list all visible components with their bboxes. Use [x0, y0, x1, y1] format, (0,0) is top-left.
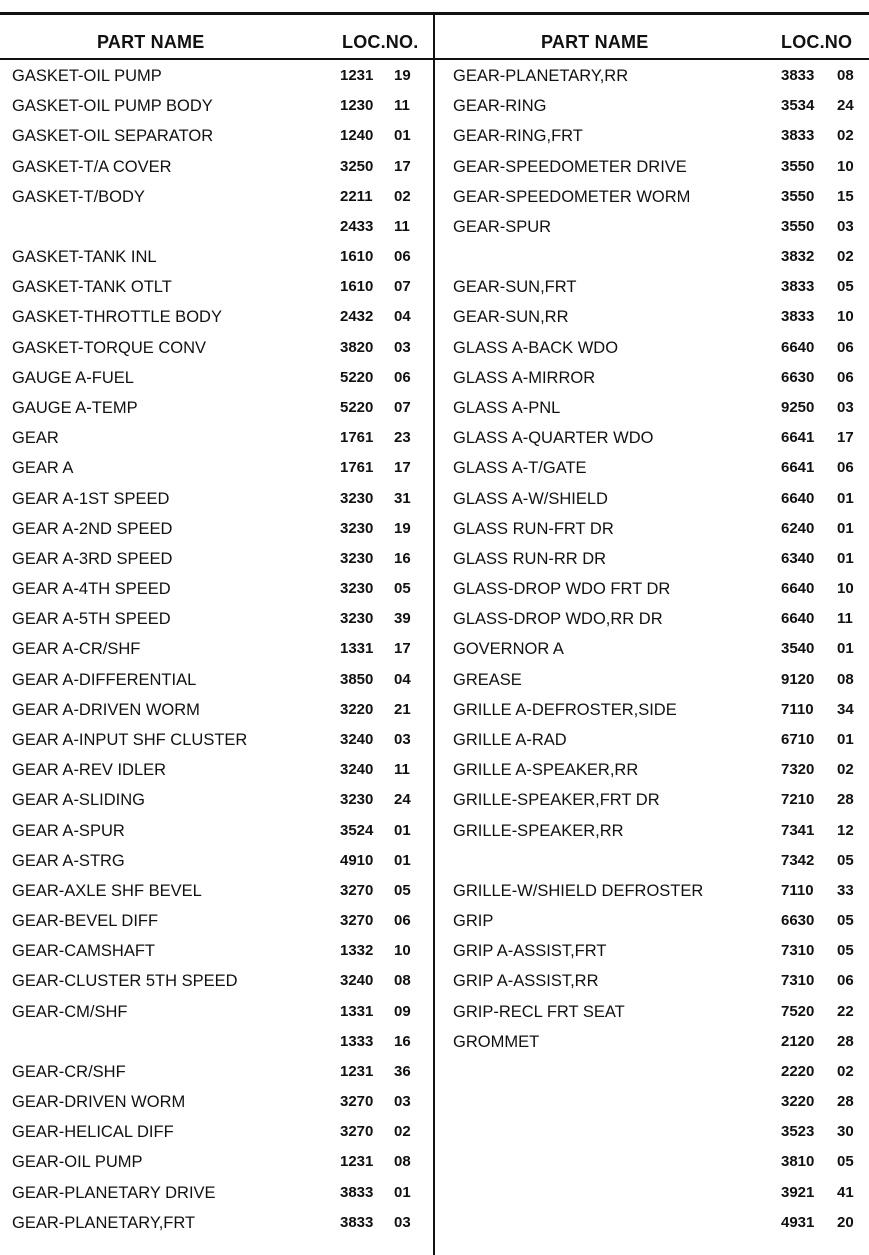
part-name: GEAR-DRIVEN WORM — [12, 1093, 186, 1111]
loc-number: 2211 — [340, 188, 373, 205]
loc-number: 9250 — [781, 399, 815, 416]
part-name: GEAR A-DRIVEN WORM — [12, 701, 200, 719]
loc-number: 3270 — [340, 912, 374, 929]
loc-suffix: 17 — [394, 158, 411, 175]
loc-number: 6710 — [781, 731, 815, 748]
loc-number: 3534 — [781, 97, 815, 114]
part-name: GASKET-TANK INL — [12, 248, 157, 266]
loc-number: 7310 — [781, 942, 815, 959]
loc-number: 3810 — [781, 1153, 815, 1170]
loc-suffix: 01 — [837, 490, 854, 507]
loc-suffix: 28 — [837, 1093, 854, 1110]
loc-number: 3833 — [781, 67, 815, 84]
loc-suffix: 16 — [394, 550, 411, 567]
loc-number: 3833 — [781, 278, 815, 295]
loc-suffix: 15 — [837, 188, 854, 205]
loc-number: 3270 — [340, 1123, 374, 1140]
loc-suffix: 28 — [837, 791, 854, 808]
part-name: GEAR-SUN,FRT — [453, 278, 577, 296]
loc-suffix: 02 — [394, 1123, 411, 1140]
loc-suffix: 24 — [394, 791, 411, 808]
part-name: GRILLE A-SPEAKER,RR — [453, 761, 639, 779]
loc-number: 6641 — [781, 459, 815, 476]
loc-suffix: 02 — [837, 248, 854, 265]
loc-suffix: 02 — [837, 127, 854, 144]
part-name: GEAR A-STRG — [12, 852, 125, 870]
loc-suffix: 01 — [837, 520, 854, 537]
part-name: GEAR-BEVEL DIFF — [12, 912, 159, 930]
loc-number: 1231 — [340, 67, 374, 84]
part-name: GEAR A-REV IDLER — [12, 761, 167, 779]
loc-number: 7110 — [781, 701, 814, 718]
loc-number: 6640 — [781, 339, 815, 356]
loc-number: 3820 — [340, 339, 374, 356]
part-name: GEAR-SUN,RR — [453, 308, 569, 326]
part-name: GASKET-TORQUE CONV — [12, 339, 207, 357]
part-name: GEAR-CR/SHF — [12, 1063, 126, 1081]
loc-number: 1331 — [340, 1003, 374, 1020]
part-name: GEAR A-5TH SPEED — [12, 610, 171, 628]
part-name: GRIP — [453, 912, 494, 930]
part-name: GEAR-SPEEDOMETER WORM — [453, 188, 691, 206]
loc-suffix: 05 — [394, 882, 411, 899]
loc-suffix: 17 — [394, 640, 411, 657]
part-name: GLASS A-W/SHIELD — [453, 490, 608, 508]
loc-number: 3832 — [781, 248, 815, 265]
part-name: GOVERNOR A — [453, 640, 564, 658]
loc-number: 3523 — [781, 1123, 815, 1140]
part-name: GLASS A-T/GATE — [453, 459, 587, 477]
loc-number: 4910 — [340, 852, 374, 869]
loc-suffix: 01 — [394, 822, 411, 839]
part-name: GEAR — [12, 429, 59, 447]
loc-number: 3850 — [340, 671, 374, 688]
loc-suffix: 06 — [394, 912, 411, 929]
loc-number: 3230 — [340, 610, 374, 627]
part-name: GLASS RUN-RR DR — [453, 550, 607, 568]
loc-suffix: 03 — [394, 339, 411, 356]
loc-suffix: 23 — [394, 429, 411, 446]
loc-number: 3833 — [781, 308, 815, 325]
loc-suffix: 34 — [837, 701, 854, 718]
loc-number: 6640 — [781, 610, 815, 627]
loc-suffix: 17 — [394, 459, 411, 476]
loc-suffix: 31 — [394, 490, 411, 507]
loc-suffix: 21 — [394, 701, 411, 718]
part-name: GEAR A-3RD SPEED — [12, 550, 173, 568]
loc-suffix: 05 — [837, 1153, 854, 1170]
loc-number: 3250 — [340, 158, 374, 175]
loc-number: 3524 — [340, 822, 374, 839]
loc-suffix: 08 — [394, 972, 411, 989]
part-name: GRILLE-SPEAKER,RR — [453, 822, 624, 840]
part-name: GROMMET — [453, 1033, 540, 1051]
loc-number: 3833 — [340, 1214, 374, 1231]
part-name: GEAR A-1ST SPEED — [12, 490, 170, 508]
part-name: GLASS-DROP WDO,RR DR — [453, 610, 663, 628]
loc-number: 1231 — [340, 1063, 374, 1080]
part-name: GRILLE-SPEAKER,FRT DR — [453, 791, 660, 809]
left-loc-no-header: LOC.NO. — [342, 32, 419, 52]
loc-suffix: 28 — [837, 1033, 854, 1050]
loc-suffix: 06 — [837, 339, 854, 356]
part-name: GAUGE A-TEMP — [12, 399, 138, 417]
loc-number: 3220 — [340, 701, 374, 718]
right-part-name-header: PART NAME — [541, 32, 649, 52]
loc-suffix: 02 — [837, 1063, 854, 1080]
loc-suffix: 07 — [394, 278, 411, 295]
part-name: GEAR A-DIFFERENTIAL — [12, 671, 197, 689]
loc-suffix: 06 — [394, 248, 411, 265]
part-name: GLASS-DROP WDO FRT DR — [453, 580, 671, 598]
part-name: GASKET-TANK OTLT — [12, 278, 172, 296]
loc-number: 3833 — [340, 1184, 374, 1201]
loc-suffix: 05 — [837, 942, 854, 959]
loc-number: 3550 — [781, 218, 815, 235]
loc-number: 1240 — [340, 127, 374, 144]
loc-suffix: 02 — [837, 761, 854, 778]
loc-suffix: 06 — [837, 972, 854, 989]
loc-suffix: 30 — [837, 1123, 854, 1140]
loc-suffix: 01 — [394, 852, 411, 869]
loc-number: 3240 — [340, 761, 374, 778]
loc-number: 4931 — [781, 1214, 815, 1231]
loc-number: 3270 — [340, 882, 374, 899]
loc-suffix: 03 — [394, 1093, 411, 1110]
loc-suffix: 01 — [837, 640, 854, 657]
loc-suffix: 05 — [837, 912, 854, 929]
loc-suffix: 33 — [837, 882, 854, 899]
loc-suffix: 19 — [394, 520, 411, 537]
part-name: GAUGE A-FUEL — [12, 369, 134, 387]
part-name: GEAR-OIL PUMP — [12, 1153, 143, 1171]
loc-suffix: 04 — [394, 308, 411, 325]
loc-suffix: 05 — [837, 852, 854, 869]
loc-suffix: 07 — [394, 399, 411, 416]
part-name: GLASS A-BACK WDO — [453, 339, 619, 357]
part-name: GEAR A-SPUR — [12, 822, 125, 840]
loc-suffix: 09 — [394, 1003, 411, 1020]
loc-suffix: 01 — [394, 127, 411, 144]
loc-number: 7110 — [781, 882, 814, 899]
loc-suffix: 01 — [837, 731, 854, 748]
loc-number: 6240 — [781, 520, 815, 537]
part-name: GEAR A-SLIDING — [12, 791, 145, 809]
loc-number: 3230 — [340, 520, 374, 537]
part-name: GEAR A-4TH SPEED — [12, 580, 171, 598]
loc-suffix: 24 — [837, 97, 854, 114]
loc-suffix: 10 — [394, 942, 411, 959]
loc-number: 3240 — [340, 972, 374, 989]
loc-number: 1761 — [340, 459, 374, 476]
part-name: GEAR A-2ND SPEED — [12, 520, 173, 538]
part-name: GASKET-OIL PUMP — [12, 67, 162, 85]
loc-suffix: 20 — [837, 1214, 854, 1231]
loc-number: 1231 — [340, 1153, 374, 1170]
loc-number: 6641 — [781, 429, 815, 446]
loc-suffix: 06 — [837, 459, 854, 476]
loc-suffix: 03 — [837, 218, 854, 235]
part-name: GEAR-CLUSTER 5TH SPEED — [12, 972, 238, 990]
part-name: GEAR-SPUR — [453, 218, 552, 236]
loc-number: 7341 — [781, 822, 815, 839]
loc-number: 7210 — [781, 791, 815, 808]
loc-number: 1332 — [340, 942, 374, 959]
loc-number: 7520 — [781, 1003, 815, 1020]
loc-suffix: 06 — [394, 369, 411, 386]
part-name: GEAR-RING — [453, 97, 547, 115]
loc-number: 1610 — [340, 278, 374, 295]
loc-number: 9120 — [781, 671, 815, 688]
loc-suffix: 16 — [394, 1033, 411, 1050]
loc-number: 7320 — [781, 761, 815, 778]
loc-number: 6340 — [781, 550, 815, 567]
loc-number: 5220 — [340, 369, 374, 386]
loc-suffix: 05 — [837, 278, 854, 295]
loc-suffix: 12 — [837, 822, 854, 839]
loc-number: 6640 — [781, 580, 815, 597]
part-name: GLASS A-PNL — [453, 399, 561, 417]
loc-number: 1333 — [340, 1033, 374, 1050]
loc-suffix: 10 — [837, 308, 854, 325]
loc-number: 2433 — [340, 218, 374, 235]
part-name: GASKET-T/BODY — [12, 188, 145, 206]
loc-suffix: 03 — [394, 1214, 411, 1231]
loc-number: 1331 — [340, 640, 374, 657]
loc-number: 3540 — [781, 640, 815, 657]
part-name: GASKET-THROTTLE BODY — [12, 308, 222, 326]
loc-number: 1610 — [340, 248, 374, 265]
part-name: GEAR-PLANETARY DRIVE — [12, 1184, 216, 1202]
loc-suffix: 11 — [394, 761, 410, 778]
loc-number: 3550 — [781, 188, 815, 205]
part-name: GLASS A-MIRROR — [453, 369, 596, 387]
part-name: GEAR A-INPUT SHF CLUSTER — [12, 731, 248, 749]
part-name: GRIP-RECL FRT SEAT — [453, 1003, 625, 1021]
part-name: GEAR-HELICAL DIFF — [12, 1123, 174, 1141]
loc-suffix: 10 — [837, 158, 854, 175]
part-name: GASKET-T/A COVER — [12, 158, 172, 176]
loc-suffix: 22 — [837, 1003, 854, 1020]
loc-number: 3550 — [781, 158, 815, 175]
part-name: GRIP A-ASSIST,RR — [453, 972, 599, 990]
part-name: GRILLE-W/SHIELD DEFROSTER — [453, 882, 704, 900]
loc-number: 3240 — [340, 731, 374, 748]
loc-number: 3220 — [781, 1093, 815, 1110]
loc-number: 3230 — [340, 550, 374, 567]
loc-number: 3921 — [781, 1184, 815, 1201]
part-name: GEAR-PLANETARY,RR — [453, 67, 629, 85]
part-name: GLASS RUN-FRT DR — [453, 520, 614, 538]
loc-number: 5220 — [340, 399, 374, 416]
loc-suffix: 19 — [394, 67, 411, 84]
loc-number: 6630 — [781, 912, 815, 929]
column-divider — [433, 14, 435, 1255]
loc-number: 1761 — [340, 429, 374, 446]
loc-suffix: 04 — [394, 671, 411, 688]
loc-number: 3833 — [781, 127, 815, 144]
part-name: GEAR-AXLE SHF BEVEL — [12, 882, 202, 900]
part-name: GEAR-CM/SHF — [12, 1003, 128, 1021]
loc-suffix: 17 — [837, 429, 854, 446]
loc-suffix: 05 — [394, 580, 411, 597]
loc-number: 7342 — [781, 852, 815, 869]
loc-number: 2120 — [781, 1033, 815, 1050]
part-name: GREASE — [453, 671, 522, 689]
part-name: GEAR A-CR/SHF — [12, 640, 141, 658]
loc-suffix: 11 — [837, 610, 853, 627]
loc-suffix: 10 — [837, 580, 854, 597]
loc-suffix: 08 — [394, 1153, 411, 1170]
loc-number: 3230 — [340, 580, 374, 597]
loc-number: 7310 — [781, 972, 815, 989]
loc-suffix: 01 — [394, 1184, 411, 1201]
part-name: GRIP A-ASSIST,FRT — [453, 942, 607, 960]
loc-suffix: 41 — [837, 1184, 854, 1201]
loc-suffix: 08 — [837, 67, 854, 84]
part-name: GEAR A — [12, 459, 74, 477]
loc-number: 3270 — [340, 1093, 374, 1110]
loc-number: 6640 — [781, 490, 815, 507]
part-name: GASKET-OIL SEPARATOR — [12, 127, 214, 145]
loc-number: 2432 — [340, 308, 374, 325]
loc-suffix: 39 — [394, 610, 411, 627]
right-loc-no-header: LOC.NO — [781, 32, 853, 52]
part-name: GRILLE A-RAD — [453, 731, 567, 749]
loc-number: 3230 — [340, 490, 374, 507]
loc-number: 1230 — [340, 97, 374, 114]
loc-suffix: 36 — [394, 1063, 411, 1080]
part-name: GLASS A-QUARTER WDO — [453, 429, 654, 447]
loc-number: 2220 — [781, 1063, 815, 1080]
part-name: GASKET-OIL PUMP BODY — [12, 97, 213, 115]
left-part-name-header: PART NAME — [97, 32, 205, 52]
loc-suffix: 11 — [394, 97, 410, 114]
loc-number: 3230 — [340, 791, 374, 808]
loc-suffix: 06 — [837, 369, 854, 386]
loc-suffix: 01 — [837, 550, 854, 567]
loc-suffix: 03 — [394, 731, 411, 748]
loc-suffix: 08 — [837, 671, 854, 688]
loc-suffix: 03 — [837, 399, 854, 416]
part-name: GRILLE A-DEFROSTER,SIDE — [453, 701, 677, 719]
loc-number: 6630 — [781, 369, 815, 386]
part-name: GEAR-SPEEDOMETER DRIVE — [453, 158, 687, 176]
loc-suffix: 11 — [394, 218, 410, 235]
part-name: GEAR-CAMSHAFT — [12, 942, 156, 960]
loc-suffix: 02 — [394, 188, 411, 205]
part-name: GEAR-RING,FRT — [453, 127, 583, 145]
part-name: GEAR-PLANETARY,FRT — [12, 1214, 196, 1232]
